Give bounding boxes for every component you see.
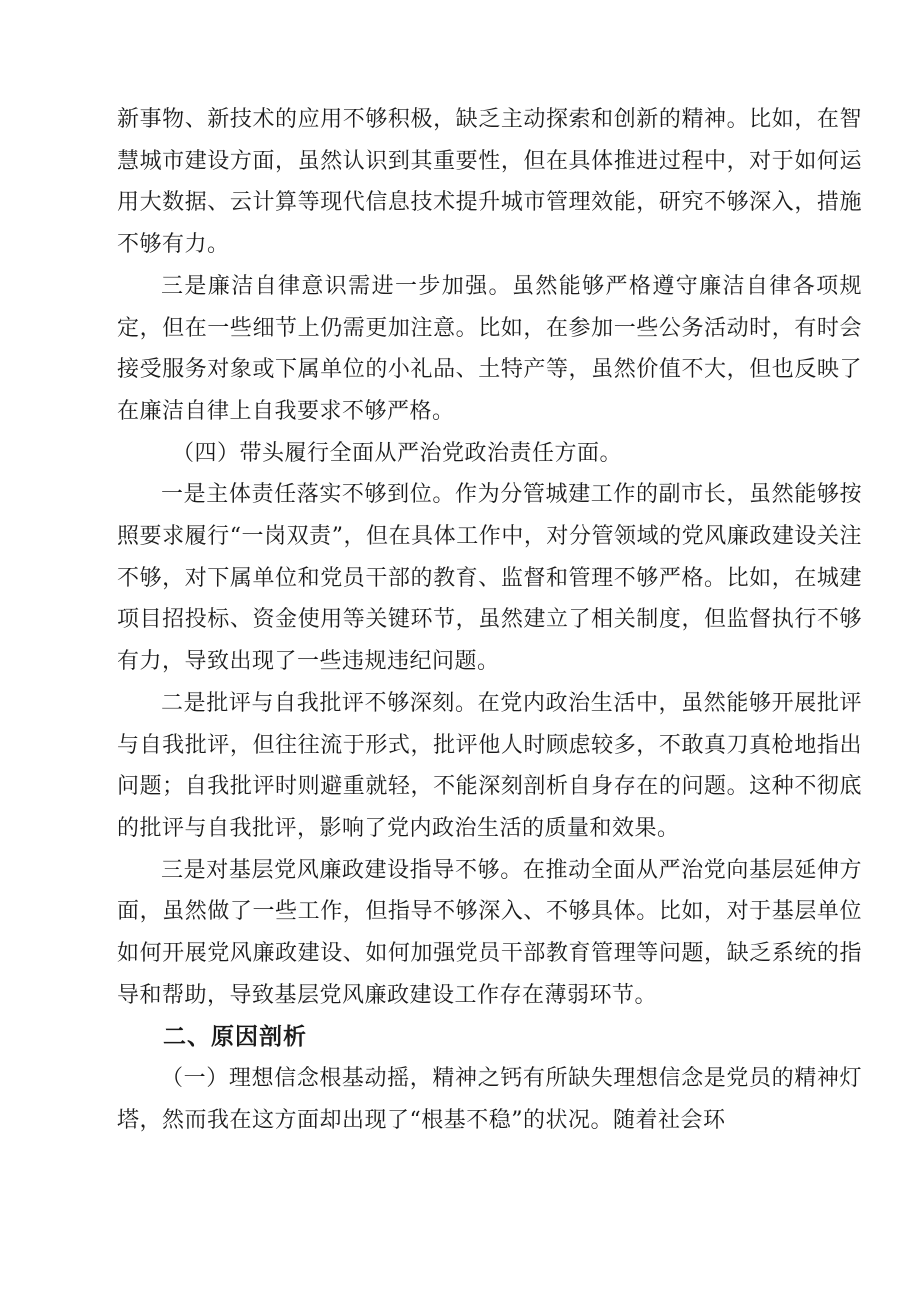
- section-heading-cause-analysis: 二、原因剖析: [163, 1024, 307, 1051]
- paragraph-grassroots: 三是对基层党风廉政建设指导不够。在推动全面从严治党向基层延伸方面，虽然做了一些工作，但指导不够深入、不够具体。比如，对于基层单位如何开展党风廉政建设、如何加强党员干部教育管理等问题，缺乏系统的指导和帮助，导致基层党风廉政建设工作存在薄弱环节。: [117, 857, 862, 1008]
- paragraph-innovation: 新事物、新技术的应用不够积极，缺乏主动探索和创新的精神。比如，在智慧城市建设方面，虽然认识到其重要性，但在具体推进过程中，对于如何运用大数据、云计算等现代信息技术提升城市管理效能，研究不够深入，措施不够有力。: [117, 107, 862, 258]
- paragraph-main-responsibility: 一是主体责任落实不够到位。作为分管城建工作的副市长，虽然能够按照要求履行“一岗双责”，但在具体工作中，对分管领域的党风廉政建设关注不够，对下属单位和党员干部的教育、监督和管理不够严格。比如，在城建项目招投标、资金使用等关键环节，虽然建立了相关制度，但监督执行不够有力，导致出现了一些违规违纪问题。: [117, 482, 862, 675]
- paragraph-criticism: 二是批评与自我批评不够深刻。在党内政治生活中，虽然能够开展批评与自我批评，但往往流于形式，批评他人时顾虑较多，不敢真刀真枪地指出问题；自我批评时则避重就轻，不能深刻剖析自身存在的问题。这种不彻底的批评与自我批评，影响了党内政治生活的质量和效果。: [117, 690, 862, 841]
- document-page: [117, 99, 862, 1142]
- subheading-party-responsibility: （四）带头履行全面从严治党政治责任方面。: [172, 440, 623, 466]
- paragraph-integrity: 三是廉洁自律意识需进一步加强。虽然能够严格遵守廉洁自律各项规定，但在一些细节上仍需更加注意。比如，在参加一些公务活动时，有时会接受服务对象或下属单位的小礼品、土特产等，虽然价值不大，但也反映了在廉洁自律上自我要求不够严格。: [117, 273, 862, 424]
- paragraph-ideals-beliefs: （一）理想信念根基动摇，精神之钙有所缺失理想信念是党员的精神灯塔，然而我在这方面却出现了“根基不稳”的状况。随着社会环: [117, 1066, 862, 1134]
